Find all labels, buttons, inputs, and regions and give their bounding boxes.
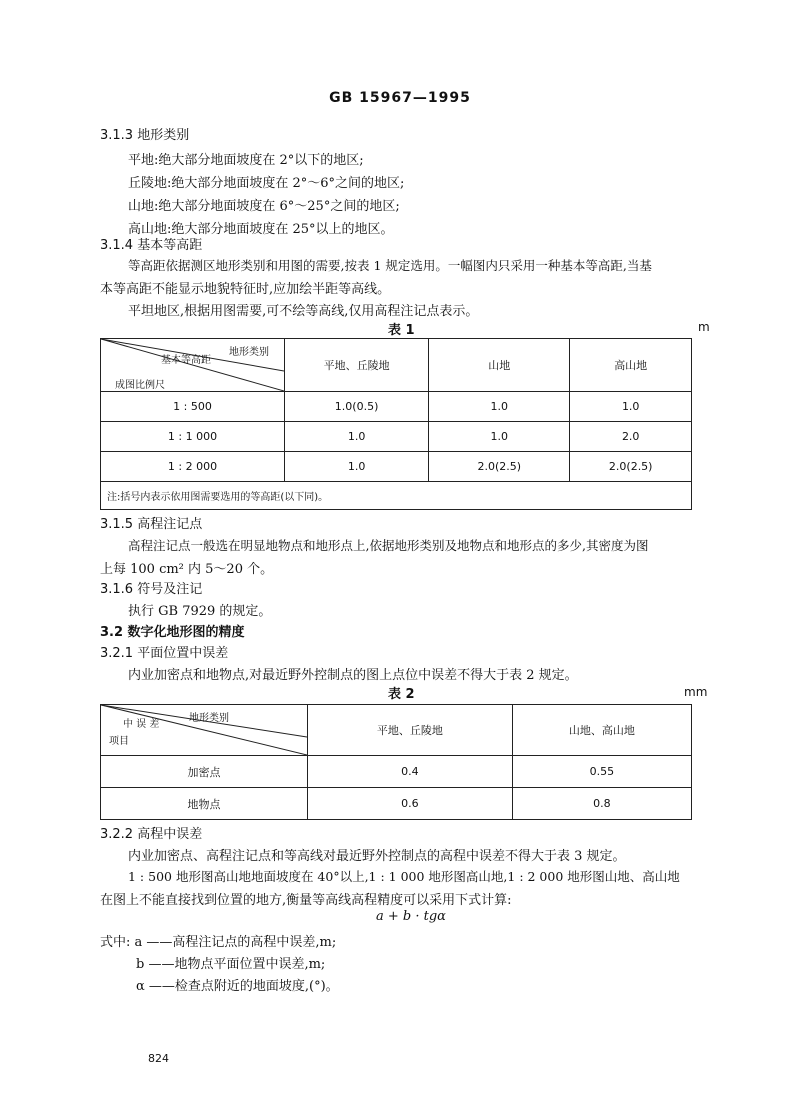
table-1-cell: 2.0(2.5): [570, 452, 692, 482]
terrain-item-hilly: 丘陵地:绝大部分地面坡度在 2°～6°之间的地区;: [128, 176, 405, 191]
section-3-1-3-title: 3.1.3 地形类别: [100, 128, 190, 143]
terrain-item-flat: 平地:绝大部分地面坡度在 2°以下的地区;: [128, 153, 364, 168]
table-2-title: 表 2: [388, 687, 415, 702]
terrain-item-high-mountain: 高山地:绝大部分地面坡度在 25°以上的地区。: [128, 222, 394, 237]
table-1-title: 表 1: [388, 323, 415, 338]
paragraph-contour-1a: 等高距依据测区地形类别和用图的需要,按表 1 规定选用。一幅图内只采用一种基本等高距,当基: [128, 258, 652, 273]
table-1-cell: 1.0: [429, 392, 570, 422]
paragraph-elevation-1a: 高程注记点一般选在明显地物点和地形点上,依据地形类别及地物点和地形点的多少,其密度为图: [128, 538, 649, 553]
table-2-item: 地物点: [101, 788, 308, 820]
table-1-cell: 1.0: [429, 422, 570, 452]
table-1-diag-scale: 成图比例尺: [115, 380, 165, 391]
table-1-diag-terrain: 地形类别: [229, 347, 269, 358]
table-1-scale: 1 : 500: [101, 392, 285, 422]
table-1-col-high-mountain: 高山地: [570, 339, 692, 392]
table-1-col-flat: 平地、丘陵地: [285, 339, 429, 392]
table-1-cell: 1.0: [570, 392, 692, 422]
table-2-cell: 0.8: [512, 788, 691, 820]
table-row: [101, 452, 692, 482]
table-1-scale: 1 : 1 000: [101, 422, 285, 452]
table-1-diagonal-header: [101, 339, 285, 392]
table-2: [100, 704, 692, 820]
table-1-cell: 2.0: [570, 422, 692, 452]
table-row: [101, 422, 692, 452]
table-1-diag-interval: 基本等高距: [161, 355, 211, 366]
table-2-diag-item: 项目: [109, 736, 129, 747]
definition-a: 式中: a ——高程注记点的高程中误差,m;: [100, 935, 337, 950]
table-1-cell: 2.0(2.5): [429, 452, 570, 482]
section-3-1-5-title: 3.1.5 高程注记点: [100, 517, 203, 532]
table-2-cell: 0.4: [308, 756, 513, 788]
table-1-cell: 1.0(0.5): [285, 392, 429, 422]
table-1-cell: 1.0: [285, 422, 429, 452]
paragraph-contour-1b: 本等高距不能显示地貌特征时,应加绘半距等高线。: [100, 282, 391, 297]
table-2-diag-error: 中 误 差: [123, 719, 160, 730]
paragraph-height-error-1: 内业加密点、高程注记点和等高线对最近野外控制点的高程中误差不得大于表 3 规定。: [128, 849, 626, 864]
page-header: GB 15967—1995: [329, 90, 471, 106]
section-3-1-4-title: 3.1.4 基本等高距: [100, 238, 203, 253]
definition-b: b ——地物点平面位置中误差,m;: [136, 957, 326, 972]
section-3-1-6-title: 3.1.6 符号及注记: [100, 582, 203, 597]
table-2-cell: 0.55: [512, 756, 691, 788]
table-2-item: 加密点: [101, 756, 308, 788]
table-2-cell: 0.6: [308, 788, 513, 820]
formula: a + b · tgα: [376, 909, 446, 924]
page-number: 824: [148, 1052, 169, 1065]
table-1-col-mountain: 山地: [429, 339, 570, 392]
paragraph-contour-2: 平坦地区,根据用图需要,可不绘等高线,仅用高程注记点表示。: [128, 304, 479, 319]
table-1: [100, 338, 692, 510]
section-3-2-2-title: 3.2.2 高程中误差: [100, 827, 203, 842]
table-1-note: 注:括号内表示依用图需要选用的等高距(以下同)。: [101, 482, 692, 510]
section-3-2-title: 3.2 数字化地形图的精度: [100, 625, 245, 640]
table-2-diagonal-header: [101, 705, 308, 756]
table-row: [101, 788, 692, 820]
paragraph-height-error-2a: 1 : 500 地形图高山地地面坡度在 40°以上,1 : 1 000 地形图高山地,1 : 2 000 地形图山地、高山地: [128, 869, 680, 884]
table-row: [101, 756, 692, 788]
paragraph-elevation-1b: 上每 100 cm² 内 5～20 个。: [100, 562, 274, 577]
table-2-col-mountain: 山地、高山地: [512, 705, 691, 756]
table-2-diag-terrain: 地形类别: [189, 713, 229, 724]
definition-alpha: α ——检查点附近的地面坡度,(°)。: [136, 979, 339, 994]
table-row: [101, 392, 692, 422]
table-1-cell: 1.0: [285, 452, 429, 482]
paragraph-symbols: 执行 GB 7929 的规定。: [128, 604, 272, 619]
terrain-item-mountain: 山地:绝大部分地面坡度在 6°～25°之间的地区;: [128, 199, 400, 214]
table-2-col-flat: 平地、丘陵地: [308, 705, 513, 756]
table-1-unit: m: [698, 320, 710, 334]
paragraph-height-error-2b: 在图上不能直接找到位置的地方,衡量等高线高程精度可以采用下式计算:: [100, 893, 512, 908]
table-2-unit: mm: [684, 685, 708, 699]
section-3-2-1-title: 3.2.1 平面位置中误差: [100, 646, 229, 661]
paragraph-planar-error: 内业加密点和地物点,对最近野外控制点的图上点位中误差不得大于表 2 规定。: [128, 668, 578, 683]
table-1-scale: 1 : 2 000: [101, 452, 285, 482]
